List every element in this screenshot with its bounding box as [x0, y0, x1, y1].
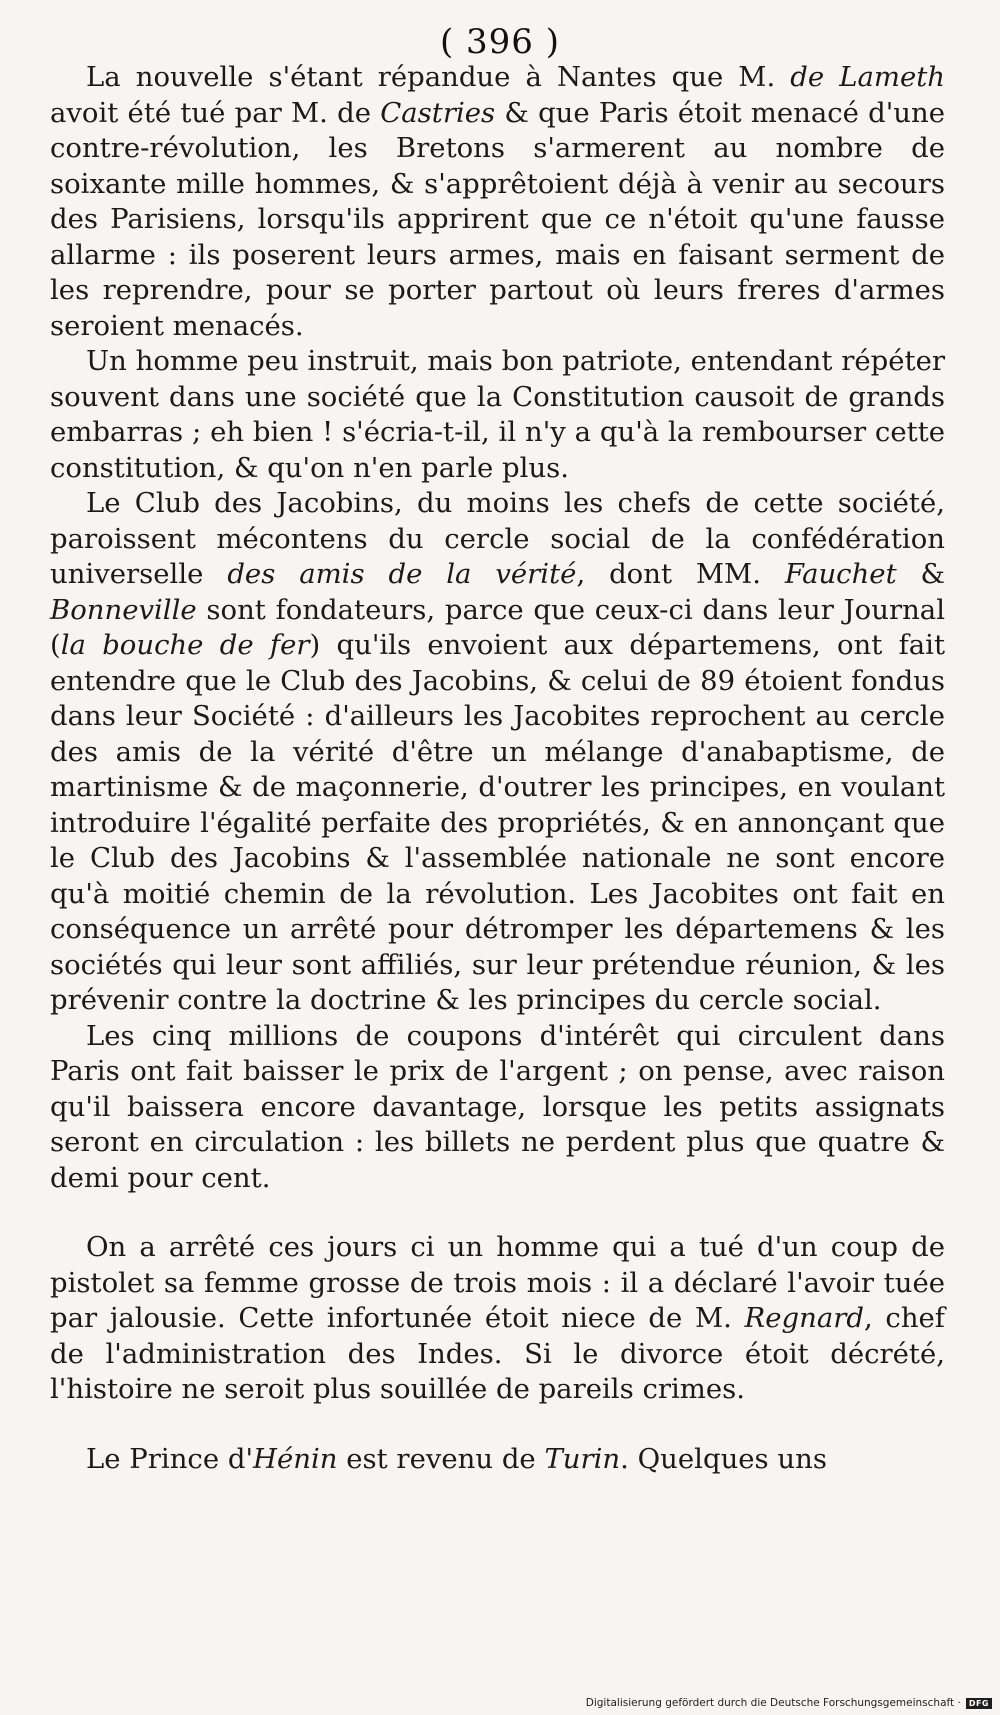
text-run: Le Prince d' — [86, 1442, 254, 1475]
italic-name: la bouche de fer — [60, 629, 310, 661]
text-run: Un homme peu instruit, mais bon patriote, entendant répéter souvent dans une société que la Constitution causoit de grands embarras ; eh bien ! s'écria-t-il, il n'y a qu'à la rembourser cette constitution, & qu'on n'en parle plus. — [50, 345, 945, 484]
paragraph-jacobins-club — [50, 486, 945, 1019]
paragraph-pistol-crime — [50, 1230, 945, 1408]
text-run: sont fondateurs, parce que ceux-ci dans leur Journal ( — [50, 593, 945, 661]
text-run: avoit été tué par M. de — [50, 96, 381, 129]
article-text — [50, 60, 945, 1477]
text-run: . Quelques uns — [620, 1442, 827, 1475]
text-run: , chef de l'administration des Indes. Si le divorce étoit décrété, l'histoire ne seroit plus souillée de pareils crimes. — [50, 1302, 945, 1405]
italic-name: Turin — [544, 1442, 621, 1475]
text-run: , dont MM. — [576, 558, 785, 590]
italic-name: Regnard — [744, 1302, 864, 1334]
text-run: est revenu de — [337, 1442, 545, 1475]
italic-name: Castries — [380, 96, 496, 129]
digitization-credit — [586, 1697, 992, 1709]
paragraph-constitution-joke — [50, 344, 945, 486]
dfg-logo: DFG — [966, 1698, 992, 1709]
text-run: ) qu'ils envoient aux départemens, ont fait entendre que le Club des Jacobins, & celui de 89 étoient fondus dans leur Société : d'ailleurs les Jacobites reprochent au cercle des amis de la vérité d'être un mélange d'anabaptisme, de martinisme & de maçonnerie, d'outrer les principes, en voulant introduire l'égalité perfaite des propriétés, & en annonçant que le Club des Jacobins & l'assemblée nationale ne sont encore qu'à moitié chemin de la révolution. Les Jacobites ont fait en conséquence un arrêté pour détromper les départemens & les sociétés qui leur sont affiliés, sur leur prétendue réunion, & les prévenir contre la doctrine & les principes du cercle social. — [50, 629, 945, 1016]
page-number: ( 396 ) — [439, 22, 561, 62]
paragraph-prince-henin — [50, 1442, 945, 1478]
paragraph-coupons-interest — [50, 1019, 945, 1197]
text-run: On a arrêté ces jours ci un homme qui a tué d'un coup de pistolet sa femme grosse de trois mois : il a déclaré l'avoir tuée par jalousie. Cette infortunée étoit niece de M. — [50, 1231, 945, 1334]
text-run: Les cinq millions de coupons d'intérêt qui circulent dans Paris ont fait baisser le prix de l'argent ; on pense, avec raison qu'il baissera encore davantage, lorsque les petits assignats seront en circulation : les billets ne perdent plus que quatre & demi pour cent. — [50, 1019, 945, 1194]
credit-text: Digitalisierung gefördert durch die Deutsche Forschungsgemeinschaft · — [585, 1697, 961, 1709]
text-run: & que Paris étoit menacé d'une contre-révolution, les Bretons s'armerent au nombre de soixante mille hommes, & s'apprêtoient déjà à venir au secours des Parisiens, lorsqu'ils apprirent que ce n'étoit qu'une fausse allarme : ils poserent leurs armes, mais en faisant serment de les reprendre, pour se porter partout où leurs freres d'armes seroient menacés. — [50, 96, 945, 342]
italic-name: Hénin — [253, 1442, 338, 1475]
text-run: & — [896, 558, 945, 590]
text-run: La nouvelle s'étant répandue à Nantes que M. — [86, 61, 791, 93]
italic-name: Bonneville — [50, 593, 197, 626]
italic-name: des amis de la vérité — [227, 558, 577, 590]
italic-name: de Lameth — [790, 61, 946, 93]
paragraph-nantes-rumor — [50, 60, 945, 344]
italic-name: Fauchet — [784, 558, 897, 590]
text-run: Le Club des Jacobins, du moins les chefs de cette société, paroissent mécontens du cercle social de la confédération universelle — [50, 487, 945, 590]
